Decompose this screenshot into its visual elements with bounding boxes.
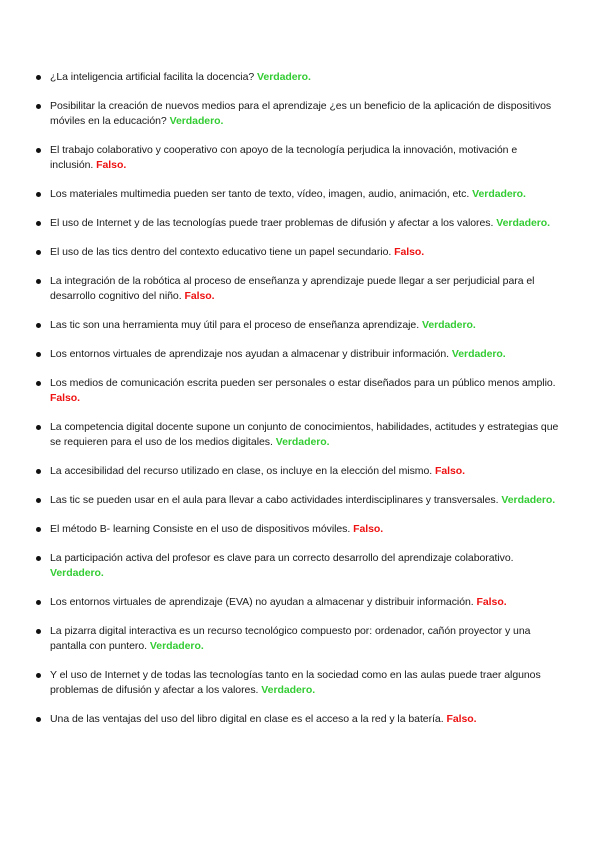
answer-true-label: Verdadero. — [261, 684, 316, 696]
bullet-icon — [36, 629, 41, 634]
bullet-icon — [36, 425, 41, 430]
question-text: Los medios de comunicación escrita pueden ser personales o estar diseñados para un público menos amplio. — [50, 377, 556, 389]
list-item — [36, 712, 562, 727]
list-item — [36, 493, 562, 508]
bullet-icon — [36, 323, 41, 328]
question-text: ¿La inteligencia artificial facilita la docencia? — [50, 71, 255, 83]
question-text: Y el uso de Internet y de todas las tecnologías tanto en la sociedad como en las aulas puede traer algunos problemas de difusión y afectar a los valores. — [50, 669, 541, 696]
list-item — [36, 376, 562, 406]
answer-true-label: Verdadero. — [149, 640, 204, 652]
question-text: La pizarra digital interactiva es un recurso tecnológico compuesto por: ordenador, cañón proyector y una pantalla con puntero. — [50, 625, 531, 652]
answer-true-label: Verdadero. — [169, 115, 224, 127]
answer-true-label: Verdadero. — [50, 567, 104, 579]
question-text: La competencia digital docente supone un conjunto de conocimientos, habilidades, actitudes y estrategias que se requieren para el uso de los medios digitales. — [50, 421, 559, 448]
list-item — [36, 464, 562, 479]
bullet-icon — [36, 600, 41, 605]
question-text: Posibilitar la creación de nuevos medios para el aprendizaje ¿es un beneficio de la aplicación de dispositivos móviles en la educación? — [50, 100, 552, 127]
answer-false-label: Falso. — [50, 392, 81, 404]
bullet-icon — [36, 279, 41, 284]
bullet-icon — [36, 673, 41, 678]
bullet-icon — [36, 250, 41, 255]
list-item — [36, 420, 562, 450]
answer-false-label: Falso. — [446, 713, 477, 725]
question-text: La integración de la robótica al proceso de enseñanza y aprendizaje puede llegar a ser perjudicial para el desarrollo cognitivo del niño. — [50, 275, 535, 302]
answer-false-label: Falso. — [435, 465, 466, 477]
question-text: Las tic se pueden usar en el aula para llevar a cabo actividades interdisciplinares y transversales. — [50, 494, 499, 506]
list-item — [36, 187, 562, 202]
question-text: El método B- learning Consiste en el uso de dispositivos móviles. — [50, 523, 351, 535]
list-item — [36, 551, 562, 581]
list-item — [36, 522, 562, 537]
answer-false-label: Falso. — [353, 523, 384, 535]
bullet-icon — [36, 556, 41, 561]
answer-true-label: Verdadero. — [501, 494, 556, 506]
question-text: Los entornos virtuales de aprendizaje nos ayudan a almacenar y distribuir información. — [50, 348, 450, 360]
answer-false-label: Falso. — [96, 159, 127, 171]
list-item — [36, 70, 562, 85]
question-text: Las tic son una herramienta muy útil para el proceso de enseñanza aprendizaje. — [50, 319, 420, 331]
answer-true-label: Verdadero. — [496, 217, 551, 229]
list-item — [36, 318, 562, 333]
list-item — [36, 347, 562, 362]
question-text: La participación activa del profesor es clave para un correcto desarrollo del aprendizaje colaborativo. — [50, 552, 514, 564]
bullet-icon — [36, 192, 41, 197]
list-item — [36, 245, 562, 260]
bullet-icon — [36, 75, 41, 80]
question-text: El trabajo colaborativo y cooperativo con apoyo de la tecnología perjudica la innovación, motivación e inclusión. — [50, 144, 518, 171]
bullet-icon — [36, 498, 41, 503]
list-item — [36, 595, 562, 610]
bullet-icon — [36, 352, 41, 357]
answer-true-label: Verdadero. — [451, 348, 506, 360]
question-list — [36, 70, 562, 741]
list-item — [36, 668, 562, 698]
answer-true-label: Verdadero. — [257, 71, 311, 83]
list-item — [36, 143, 562, 173]
question-text: Una de las ventajas del uso del libro digital en clase es el acceso a la red y la batería. — [50, 713, 444, 725]
question-text: Los entornos virtuales de aprendizaje (EVA) no ayudan a almacenar y distribuir información. — [50, 596, 474, 608]
bullet-icon — [36, 469, 41, 474]
answer-false-label: Falso. — [184, 290, 215, 302]
bullet-icon — [36, 148, 41, 153]
answer-false-label: Falso. — [394, 246, 425, 258]
answer-true-label: Verdadero. — [472, 188, 526, 200]
question-text: Los materiales multimedia pueden ser tanto de texto, vídeo, imagen, audio, animación, etc. — [50, 188, 470, 200]
bullet-icon — [36, 221, 41, 226]
question-text: La accesibilidad del recurso utilizado en clase, os incluye en la elección del mismo. — [50, 465, 433, 477]
list-item — [36, 624, 562, 654]
question-text: El uso de Internet y de las tecnologías puede traer problemas de difusión y afectar a los valores. — [50, 217, 494, 229]
list-item — [36, 274, 562, 304]
answer-false-label: Falso. — [476, 596, 507, 608]
bullet-icon — [36, 381, 41, 386]
bullet-icon — [36, 527, 41, 532]
answer-true-label: Verdadero. — [275, 436, 330, 448]
list-item — [36, 99, 562, 129]
answer-true-label: Verdadero. — [421, 319, 476, 331]
bullet-icon — [36, 104, 41, 109]
question-text: El uso de las tics dentro del contexto educativo tiene un papel secundario. — [50, 246, 392, 258]
bullet-icon — [36, 717, 41, 722]
list-item — [36, 216, 562, 231]
